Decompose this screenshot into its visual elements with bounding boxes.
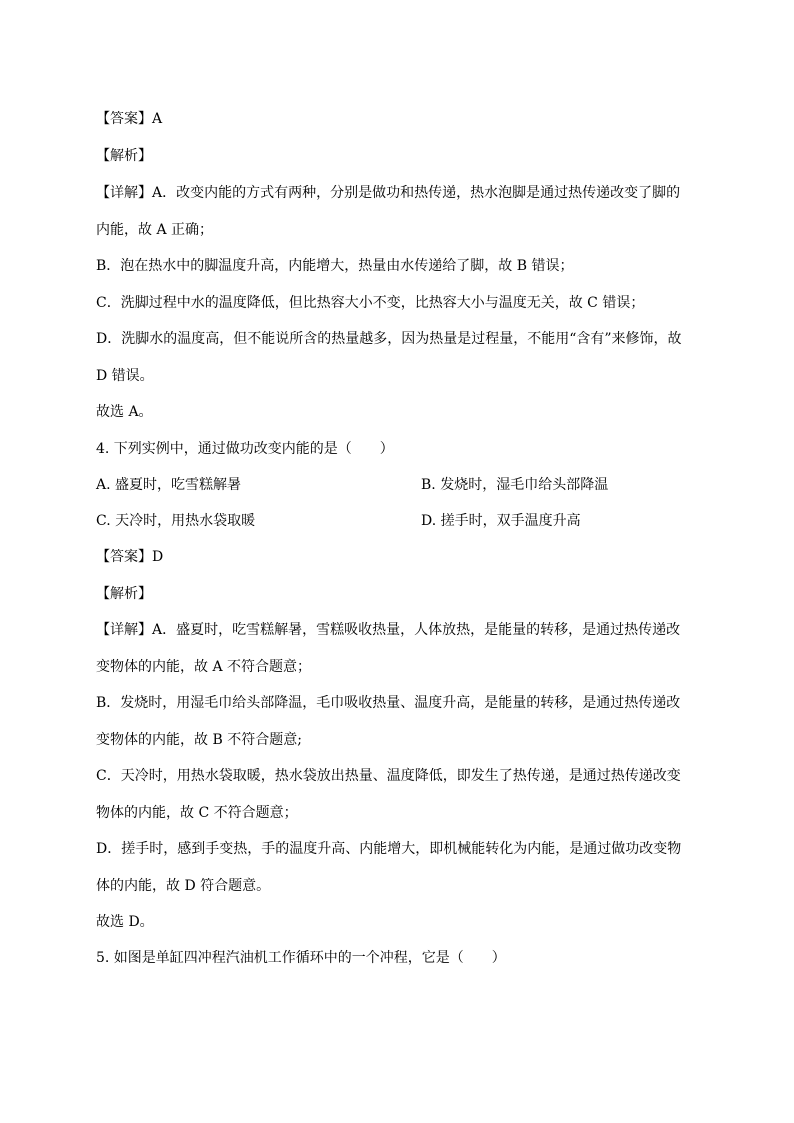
q4-analysis-label: 【解析】 (96, 586, 152, 602)
q4-option-b: B. 发烧时，湿毛巾给头部降温 (421, 477, 609, 493)
q4-d-line-2: 体的内能，故 D 符合题意。 (96, 878, 271, 894)
q4-b-line-1: B．发烧时，用湿毛巾给头部降温，毛巾吸收热量、温度升高，是能量的转移，是通过热传递改 (96, 695, 681, 711)
q4-b-line-2: 变物体的内能，故 B 不符合题意; (96, 732, 302, 748)
q4-option-a: A. 盛夏时，吃雪糕解暑 (96, 477, 242, 493)
q3-conclusion: 故选 A。 (96, 404, 153, 420)
q4-c-line-2: 物体的内能，故 C 不符合题意； (96, 805, 298, 821)
q3-d-line-2: D 错误。 (96, 368, 154, 384)
q3-detail-line-1: 【详解】A．改变内能的方式有两种，分别是做功和热传递，热水泡脚是通过热传递改变了脚的 (96, 185, 681, 201)
q4-question: 4. 下列实例中，通过做功改变内能的是（ ） (96, 441, 394, 457)
q4-detail-line-2: 变物体的内能，故 A 不符合题意； (96, 659, 312, 675)
q4-conclusion: 故选 D。 (96, 914, 154, 930)
q4-c-line-1: C．天冷时，用热水袋取暖，热水袋放出热量、温度降低，即发生了热传递，是通过热传递改变 (96, 768, 681, 784)
q4-option-d: D. 搓手时，双手温度升高 (421, 513, 581, 529)
q3-d-line-1: D．洗脚水的温度高，但不能说所含的热量越多，因为热量是过程量，不能用“含有”来修饰，故 (96, 331, 682, 347)
q4-answer: 【答案】D (96, 549, 164, 565)
q5-question: 5. 如图是单缸四冲程汽油机工作循环中的一个冲程，它是（ ） (96, 950, 506, 966)
q3-b-line: B．泡在热水中的脚温度升高，内能增大，热量由水传递给了脚，故 B 错误； (96, 258, 574, 274)
q4-option-c: C. 天冷时，用热水袋取暖 (96, 513, 256, 529)
q3-answer: 【答案】A (96, 111, 163, 127)
q4-detail-line-1: 【详解】A．盛夏时，吃雪糕解暑，雪糕吸收热量，人体放热，是能量的转移，是通过热传递改 (96, 622, 681, 638)
q3-c-line: C．洗脚过程中水的温度降低，但比热容大小不变，比热容大小与温度无关，故 C 错误； (96, 295, 645, 311)
q4-d-line-1: D．搓手时，感到手变热，手的温度升高、内能增大，即机械能转化为内能，是通过做功改变物 (96, 841, 682, 857)
q3-analysis-label: 【解析】 (96, 148, 152, 164)
q3-detail-line-2: 内能，故 A 正确； (96, 222, 214, 238)
